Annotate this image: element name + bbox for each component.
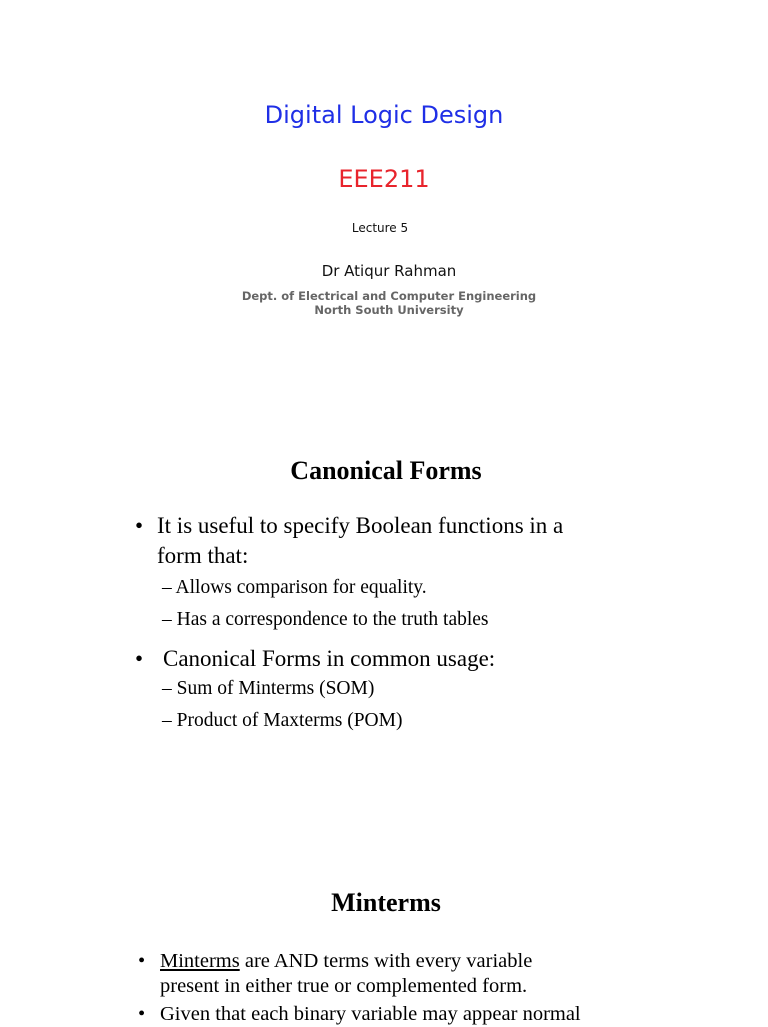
canonical-bullet-1-line1: It is useful to specify Boolean functions in a bbox=[157, 513, 564, 538]
canonical-bullet-2 bbox=[135, 644, 655, 674]
lecture-number: Lecture 5 bbox=[351, 221, 409, 235]
canonical-bullet-1 bbox=[135, 511, 655, 571]
canonical-sub-item-2: – Has a correspondence to the truth tables bbox=[162, 609, 489, 630]
canonical-forms-heading: Canonical Forms bbox=[290, 456, 482, 485]
minterms-bullet-1-line1 bbox=[160, 949, 532, 974]
minterms-bullet-1 bbox=[138, 949, 658, 999]
minterms-bullet-2 bbox=[138, 1002, 658, 1027]
canonical-sub-item-3: – Sum of Minterms (SOM) bbox=[162, 678, 375, 699]
canonical-bullet-2-line1: Canonical Forms in common usage: bbox=[163, 646, 496, 671]
bullet-glyph: • bbox=[138, 950, 146, 972]
department-name: Dept. of Electrical and Computer Engineering bbox=[241, 289, 537, 303]
canonical-sub-item-1: – Allows comparison for equality. bbox=[162, 577, 427, 598]
canonical-bullet-1-line2: form that: bbox=[157, 543, 249, 568]
minterms-bullet-1-line2: present in either true or complemented form. bbox=[160, 975, 528, 997]
bullet-glyph: • bbox=[135, 646, 144, 671]
minterms-heading: Minterms bbox=[331, 888, 441, 917]
university-name: North South University bbox=[314, 303, 464, 317]
author-name: Dr Atiqur Rahman bbox=[321, 262, 457, 280]
minterms-bullet-1-rest: are AND terms with every variable bbox=[239, 950, 533, 972]
course-title: Digital Logic Design bbox=[264, 101, 504, 129]
bullet-glyph: • bbox=[135, 513, 144, 538]
course-code: EEE211 bbox=[338, 165, 430, 193]
bullet-glyph: • bbox=[138, 1003, 146, 1025]
minterms-bullet-2-line1: Given that each binary variable may appear normal bbox=[160, 1003, 581, 1025]
minterms-term: Minterms bbox=[160, 950, 240, 972]
canonical-sub-item-4: – Product of Maxterms (POM) bbox=[162, 710, 403, 731]
